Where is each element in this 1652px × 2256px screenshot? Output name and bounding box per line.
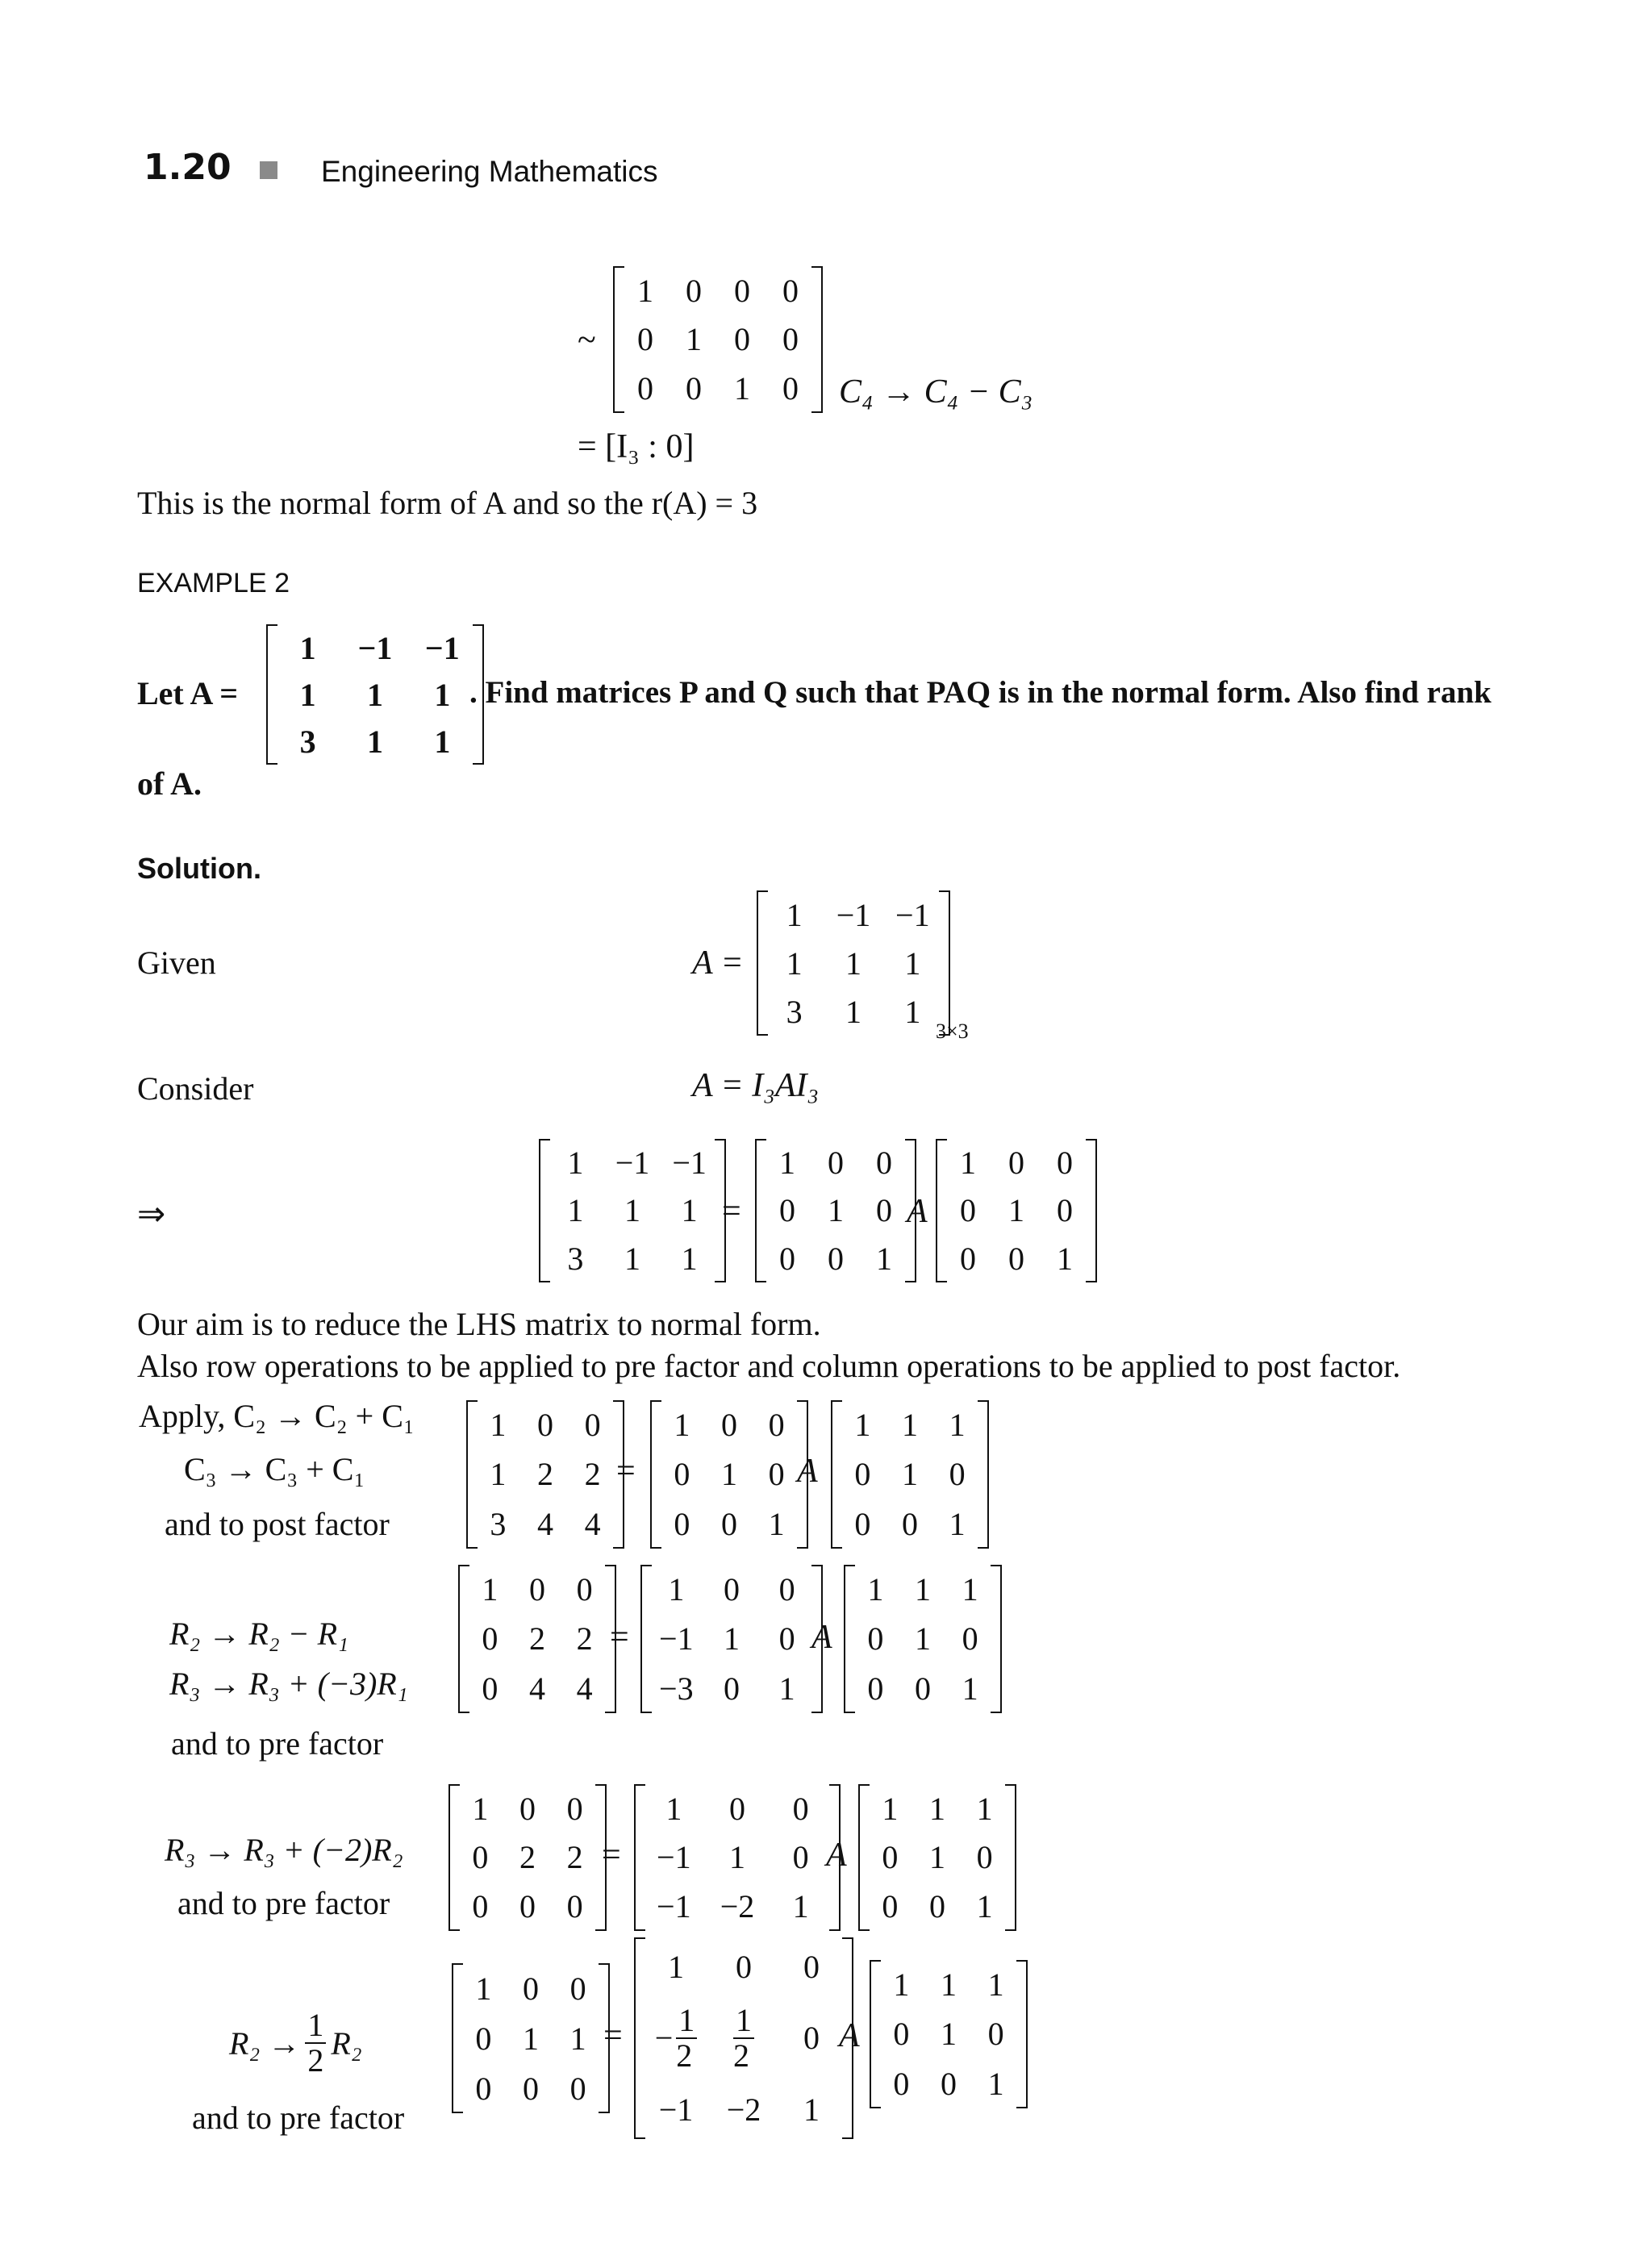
cell: 1 bbox=[366, 723, 383, 760]
cell: 0 bbox=[637, 321, 653, 358]
cell: 1 bbox=[490, 1407, 507, 1444]
cell: 1 bbox=[490, 1456, 507, 1493]
example-question-end: of A. bbox=[137, 765, 202, 802]
numerator: 1 bbox=[676, 2004, 697, 2039]
step1-post-factor bbox=[831, 1400, 989, 1549]
cell: 0 bbox=[882, 1839, 899, 1876]
cell: 1 bbox=[567, 1145, 584, 1182]
cell: −1 bbox=[658, 2091, 694, 2128]
cell: 1 bbox=[901, 1407, 918, 1444]
cell: 1 bbox=[723, 1620, 740, 1658]
cell: 2 bbox=[576, 1620, 593, 1658]
cell: 0 bbox=[720, 1407, 737, 1444]
cell: 0 bbox=[472, 1888, 489, 1925]
cell: 0 bbox=[1057, 1192, 1073, 1229]
step4-post-factor bbox=[870, 1960, 1028, 2108]
cell: 0 bbox=[584, 1407, 601, 1444]
aim-text: Our aim is to reduce the LHS matrix to normal form. bbox=[137, 1306, 821, 1342]
cell: 1 bbox=[987, 1966, 1004, 2004]
cell: −1 bbox=[615, 1145, 650, 1182]
cell: 0 bbox=[686, 272, 702, 309]
denominator: 2 bbox=[733, 2037, 749, 2074]
cell: 0 bbox=[720, 1505, 737, 1542]
cell: 0 bbox=[1057, 1145, 1073, 1182]
cell: 1 bbox=[728, 1839, 745, 1876]
step2-op1: R₂ → R₂ − R₁ bbox=[169, 1616, 349, 1652]
cell: 0 bbox=[482, 1620, 499, 1658]
cell: −1 bbox=[357, 629, 393, 666]
cell: 0 bbox=[475, 2020, 492, 2057]
cell: 1 bbox=[1008, 1192, 1024, 1229]
eq1-pre-factor bbox=[755, 1139, 916, 1282]
cell: 0 bbox=[914, 1670, 931, 1707]
consider-label: Consider bbox=[137, 1070, 254, 1107]
step2-lhs-matrix bbox=[458, 1565, 616, 1713]
cell: −3 bbox=[659, 1670, 694, 1707]
cell: 3 bbox=[567, 1240, 584, 1277]
cell: 0 bbox=[768, 1456, 785, 1493]
matrix-a: A bbox=[811, 1619, 832, 1656]
header-square-icon bbox=[260, 161, 277, 179]
cell: 1 bbox=[914, 1620, 931, 1658]
cell: 1 bbox=[1057, 1240, 1073, 1277]
cell: 0 bbox=[519, 1888, 536, 1925]
given-matrix bbox=[757, 890, 950, 1036]
equals: = bbox=[602, 1837, 621, 1874]
cell: 0 bbox=[876, 1145, 892, 1182]
cell: 1 bbox=[686, 321, 702, 358]
cell: 1 bbox=[949, 1505, 966, 1542]
cell: 0 bbox=[723, 1571, 740, 1608]
cell: 0 bbox=[782, 272, 799, 309]
cell: 1 bbox=[828, 1192, 844, 1229]
cell: 1 bbox=[976, 1790, 993, 1827]
example-label: EXAMPLE 2 bbox=[137, 568, 290, 598]
step1-op2: C₃ → C₃ + C₁ bbox=[184, 1451, 365, 1487]
cell: 1 bbox=[472, 1790, 489, 1827]
cell: 1 bbox=[893, 1966, 910, 2004]
example-let: Let A = bbox=[137, 675, 239, 711]
cell: 1 bbox=[668, 1949, 684, 1986]
cell: 0 bbox=[734, 272, 750, 309]
numerator: 1 bbox=[305, 2008, 326, 2044]
cell: 0 bbox=[475, 2070, 492, 2107]
cell: 0 bbox=[536, 1407, 553, 1444]
cell: 1 bbox=[567, 1192, 584, 1229]
cell: 3 bbox=[786, 993, 803, 1030]
cell: 1 bbox=[299, 676, 316, 713]
tilde: ~ bbox=[578, 322, 596, 359]
cell: 0 bbox=[962, 1620, 978, 1658]
cell: 1 bbox=[681, 1240, 698, 1277]
cell: 0 bbox=[522, 1970, 539, 2007]
cell: 0 bbox=[779, 1192, 795, 1229]
cell: 0 bbox=[828, 1145, 844, 1182]
page-number: 1.20 bbox=[144, 147, 232, 188]
cell: 0 bbox=[576, 1571, 593, 1608]
cell: −1 bbox=[895, 896, 930, 933]
cell: 1 bbox=[854, 1407, 871, 1444]
cell: 0 bbox=[854, 1505, 871, 1542]
step4-pre-factor bbox=[634, 1937, 853, 2139]
cell: 2 bbox=[536, 1456, 553, 1493]
cell: 0 bbox=[893, 2065, 910, 2102]
consider-eq: A = I₃AI₃ bbox=[692, 1067, 820, 1104]
cell: 1 bbox=[882, 1790, 899, 1827]
cell: 0 bbox=[854, 1456, 871, 1493]
cell: 0 bbox=[867, 1670, 884, 1707]
step3-lhs-matrix bbox=[448, 1784, 607, 1931]
cell: 0 bbox=[519, 1790, 536, 1827]
op-lhs: R₂ → bbox=[229, 2025, 301, 2062]
cell: 0 bbox=[782, 321, 799, 358]
fraction-half bbox=[305, 2008, 326, 2078]
cell: 0 bbox=[778, 1620, 795, 1658]
step3-post-factor bbox=[858, 1784, 1016, 1931]
cell: 0 bbox=[472, 1839, 489, 1876]
cell: 1 bbox=[624, 1240, 640, 1277]
cell: 1 bbox=[786, 896, 803, 933]
equals: = bbox=[722, 1193, 741, 1230]
cell: 0 bbox=[522, 2070, 539, 2107]
normal-form-result: = [I₃ : 0] bbox=[578, 428, 695, 465]
cell: 0 bbox=[1008, 1240, 1024, 1277]
step2-pre-factor bbox=[640, 1565, 823, 1713]
step3-pre-factor bbox=[634, 1784, 841, 1931]
matrix-order: 3×3 bbox=[936, 1020, 969, 1043]
cell: 0 bbox=[674, 1456, 690, 1493]
cell: 2 bbox=[584, 1456, 601, 1493]
cell: 1 bbox=[928, 1839, 945, 1876]
cell: 1 bbox=[976, 1888, 993, 1925]
cell: 0 bbox=[736, 1949, 752, 1986]
cell: 3 bbox=[490, 1505, 507, 1542]
cell: 0 bbox=[828, 1240, 844, 1277]
cell: 1 bbox=[768, 1505, 785, 1542]
step4-op2: and to pre factor bbox=[192, 2100, 405, 2136]
cell: 0 bbox=[987, 2016, 1004, 2053]
cell: 1 bbox=[482, 1571, 499, 1608]
given-eq: A = bbox=[692, 945, 744, 982]
cell: 0 bbox=[482, 1670, 499, 1707]
cell: 1 bbox=[522, 2020, 539, 2057]
cell: 2 bbox=[528, 1620, 545, 1658]
cell: 0 bbox=[728, 1790, 745, 1827]
cell: 1 bbox=[940, 1966, 957, 2004]
step1-pre-factor bbox=[650, 1400, 808, 1549]
cell: 1 bbox=[962, 1571, 978, 1608]
cell: −1 bbox=[424, 629, 460, 666]
cell: −2 bbox=[720, 1888, 755, 1925]
cell: 0 bbox=[637, 370, 653, 407]
matrix-a: A bbox=[839, 2017, 860, 2054]
cell: 4 bbox=[536, 1505, 553, 1542]
cell: 0 bbox=[803, 1949, 820, 1986]
step3-op2: and to pre factor bbox=[177, 1885, 390, 1921]
cell: 1 bbox=[949, 1407, 966, 1444]
denominator: 2 bbox=[676, 2037, 693, 2074]
cell: −1 bbox=[659, 1620, 694, 1658]
cell: 0 bbox=[569, 2070, 586, 2107]
column-operation: C₄ → C₄ − C₃ bbox=[839, 373, 1033, 411]
cell: −2 bbox=[726, 2091, 761, 2128]
also-text: Also row operations to be applied to pre factor and column operations to be applied to post factor. bbox=[137, 1348, 1401, 1384]
op-rhs: R₂ bbox=[331, 2025, 362, 2062]
cell: 1 bbox=[624, 1192, 640, 1229]
cell: 1 bbox=[665, 1790, 682, 1827]
cell: 0 bbox=[768, 1407, 785, 1444]
cell: 0 bbox=[901, 1505, 918, 1542]
cell: −1 bbox=[657, 1839, 691, 1876]
cell: 0 bbox=[734, 321, 750, 358]
cell: 1 bbox=[792, 1888, 809, 1925]
cell: 0 bbox=[976, 1839, 993, 1876]
cell: −1 bbox=[672, 1145, 707, 1182]
cell: 0 bbox=[778, 1571, 795, 1608]
equals: = bbox=[616, 1453, 636, 1490]
step1-op3: and to post factor bbox=[165, 1506, 390, 1542]
fraction-half bbox=[733, 2001, 754, 2074]
cell: 0 bbox=[779, 1240, 795, 1277]
cell: 1 bbox=[668, 1571, 685, 1608]
cell: 0 bbox=[782, 370, 799, 407]
cell: 1 bbox=[434, 723, 451, 760]
cell: 0 bbox=[928, 1888, 945, 1925]
cell: 1 bbox=[987, 2065, 1004, 2102]
cell: 1 bbox=[720, 1456, 737, 1493]
step3-op1: R₃ → R₃ + (−2)R₂ bbox=[165, 1832, 403, 1868]
solution-label: Solution. bbox=[137, 852, 261, 885]
given-label: Given bbox=[137, 945, 216, 981]
cell: 1 bbox=[960, 1145, 976, 1182]
cell: 0 bbox=[1008, 1145, 1024, 1182]
cell bbox=[654, 2001, 698, 2074]
cell: 4 bbox=[584, 1505, 601, 1542]
cell: 2 bbox=[519, 1839, 536, 1876]
cell: 0 bbox=[566, 1888, 583, 1925]
cell: 0 bbox=[686, 370, 702, 407]
cell: 0 bbox=[949, 1456, 966, 1493]
implies-icon: ⇒ bbox=[137, 1196, 166, 1233]
cell: 0 bbox=[528, 1571, 545, 1608]
cell: 0 bbox=[792, 1790, 809, 1827]
step4-lhs-matrix bbox=[452, 1963, 610, 2113]
cell: 1 bbox=[940, 2016, 957, 2053]
step2-op3: and to pre factor bbox=[171, 1725, 384, 1762]
cell: 1 bbox=[475, 1970, 492, 2007]
cell: 1 bbox=[299, 629, 316, 666]
example-matrix bbox=[266, 624, 484, 765]
example-question: . Find matrices P and Q such that PAQ is in the normal form. Also find rank bbox=[469, 675, 1491, 710]
cell: 0 bbox=[792, 1839, 809, 1876]
cell: 1 bbox=[569, 2020, 586, 2057]
cell: 1 bbox=[734, 370, 750, 407]
cell: 0 bbox=[674, 1505, 690, 1542]
cell: −1 bbox=[657, 1888, 691, 1925]
step1-op1: Apply, C₂ → C₂ + C₁ bbox=[139, 1398, 415, 1434]
cell: 1 bbox=[434, 676, 451, 713]
cell: 1 bbox=[845, 945, 861, 982]
cell: 1 bbox=[845, 993, 861, 1030]
cell: 1 bbox=[904, 945, 921, 982]
cell: 0 bbox=[960, 1240, 976, 1277]
cell: 0 bbox=[566, 1790, 583, 1827]
cell: 1 bbox=[637, 272, 653, 309]
cell: 1 bbox=[928, 1790, 945, 1827]
cell: 0 bbox=[960, 1192, 976, 1229]
step4-op1 bbox=[229, 2008, 362, 2078]
denominator: 2 bbox=[307, 2042, 324, 2079]
rank-conclusion: This is the normal form of A and so the r(A) = 3 bbox=[137, 485, 758, 521]
cell: 0 bbox=[803, 2020, 820, 2057]
cell: 1 bbox=[778, 1670, 795, 1707]
matrix-a: A bbox=[797, 1453, 818, 1490]
cell: 0 bbox=[876, 1192, 892, 1229]
cell: 1 bbox=[876, 1240, 892, 1277]
cell: 1 bbox=[786, 945, 803, 982]
cell: 0 bbox=[867, 1620, 884, 1658]
cell: 1 bbox=[803, 2091, 820, 2128]
cell: 1 bbox=[914, 1571, 931, 1608]
cell: 4 bbox=[576, 1670, 593, 1707]
step2-post-factor bbox=[844, 1565, 1002, 1713]
cell: 0 bbox=[940, 2065, 957, 2102]
eq1-post-factor bbox=[936, 1139, 1097, 1282]
cell: 0 bbox=[723, 1670, 740, 1707]
cell: 1 bbox=[674, 1407, 690, 1444]
eq1-lhs-matrix bbox=[539, 1139, 726, 1282]
top-matrix bbox=[613, 266, 823, 413]
cell: −1 bbox=[836, 896, 871, 933]
cell: 1 bbox=[904, 993, 921, 1030]
equals: = bbox=[610, 1619, 629, 1656]
step1-lhs-matrix bbox=[466, 1400, 624, 1549]
cell: 1 bbox=[901, 1456, 918, 1493]
cell: 2 bbox=[566, 1839, 583, 1876]
cell: 0 bbox=[882, 1888, 899, 1925]
numerator: 1 bbox=[733, 2004, 754, 2039]
minus-sign: − bbox=[654, 2020, 674, 2057]
cell: 1 bbox=[779, 1145, 795, 1182]
equals: = bbox=[603, 2017, 623, 2054]
cell: 1 bbox=[867, 1571, 884, 1608]
cell: 1 bbox=[681, 1192, 698, 1229]
running-title: Engineering Mathematics bbox=[321, 155, 658, 188]
fraction-half bbox=[676, 2001, 697, 2074]
step2-op2: R₃ → R₃ + (−3)R₁ bbox=[169, 1666, 408, 1702]
cell: 1 bbox=[962, 1670, 978, 1707]
matrix-a: A bbox=[826, 1837, 847, 1874]
matrix-a: A bbox=[907, 1193, 928, 1230]
cell: 0 bbox=[893, 2016, 910, 2053]
cell: 4 bbox=[528, 1670, 545, 1707]
cell: 0 bbox=[569, 1970, 586, 2007]
cell: 3 bbox=[299, 723, 316, 760]
cell: 1 bbox=[366, 676, 383, 713]
